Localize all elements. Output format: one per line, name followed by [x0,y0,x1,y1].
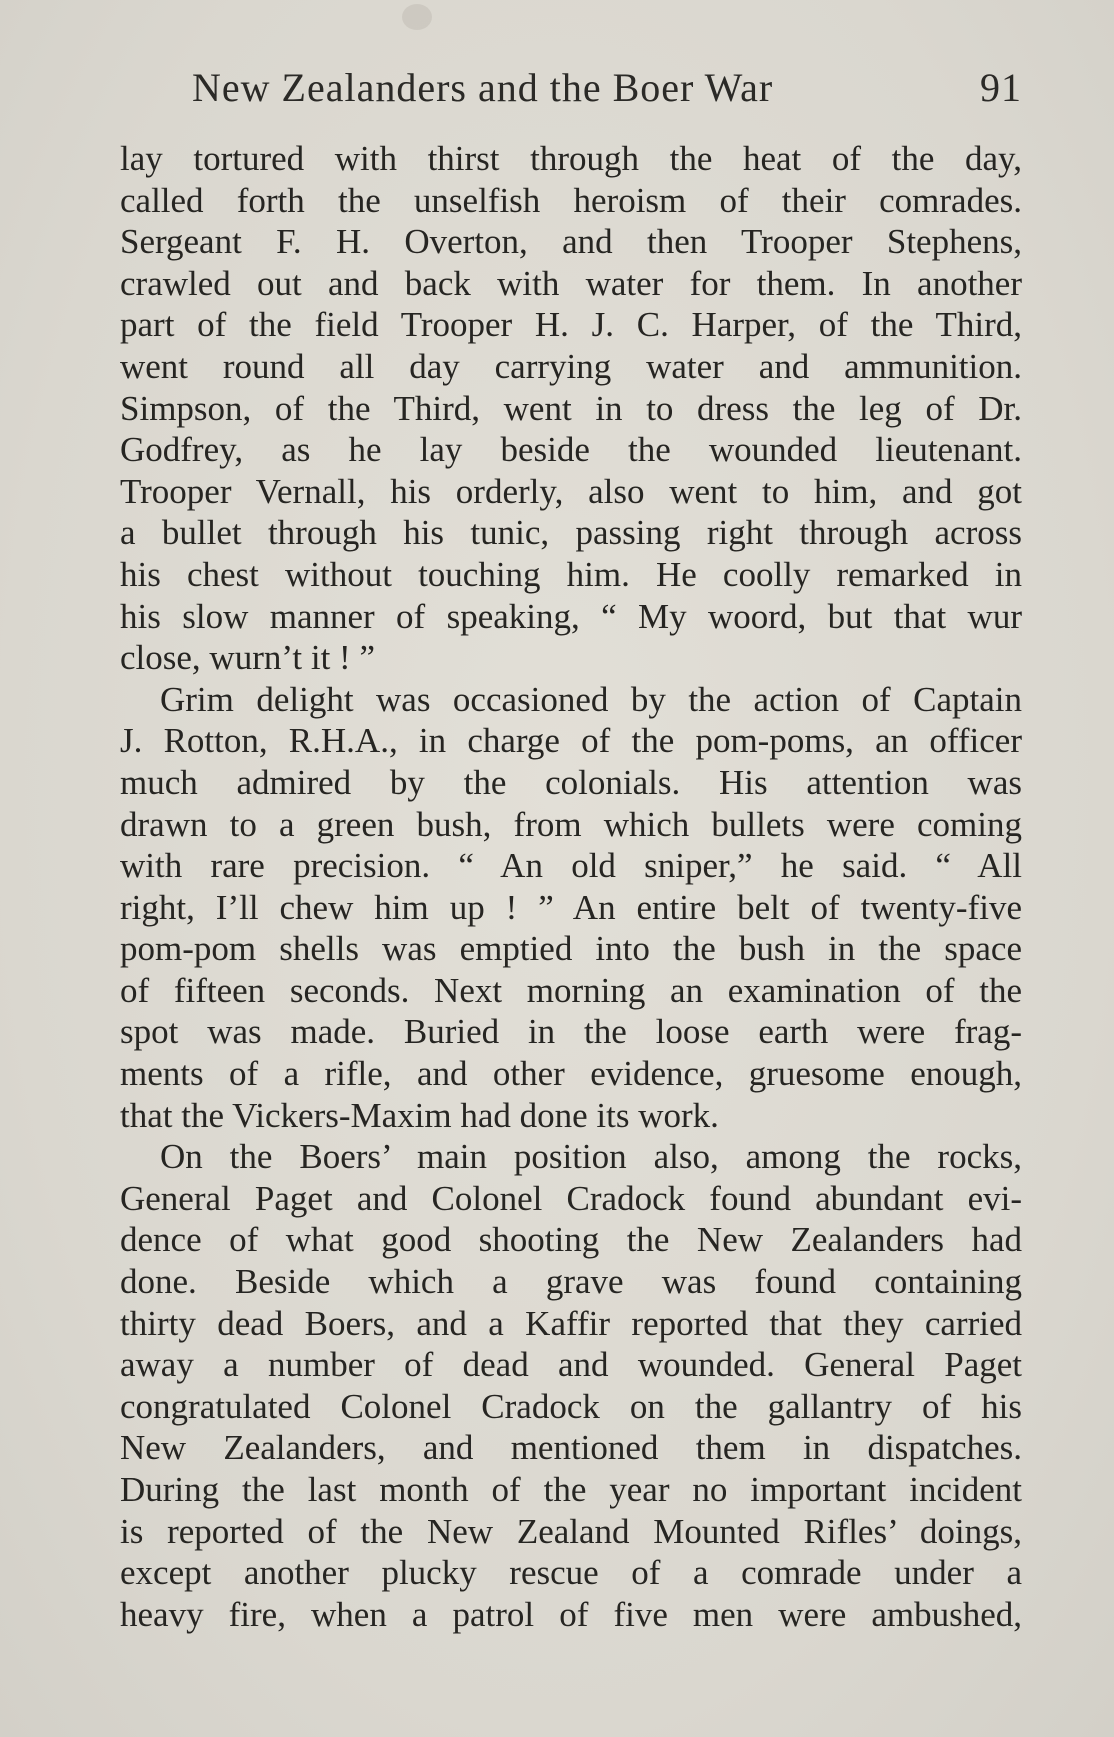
text-line: right, I’ll chew him up ! ” An entire belt of twenty-five [120,887,1022,927]
text-line: close, wurn’t it ! ” [120,638,375,678]
running-head [120,64,1022,120]
text-line: is reported of the New Zealand Mounted Rifles’ doings, [120,1511,1022,1551]
text-line: pom-pom shells was emptied into the bush in the space [120,929,1022,969]
text-line: that the Vickers-Maxim had done its work. [120,1095,719,1135]
text-line: congratulated Colonel Cradock on the gallantry of his [120,1386,1022,1426]
text-line: ments of a rifle, and other evidence, gruesome enough, [120,1054,1022,1094]
paragraph-3 [120,1136,1022,1635]
text-line: New Zealanders, and mentioned them in dispatches. [120,1428,1022,1468]
text-line: dence of what good shooting the New Zealanders had [120,1220,1022,1260]
paragraph-2 [120,679,1022,1137]
text-line: of fifteen seconds. Next morning an examination of the [120,970,1022,1010]
text-line: a bullet through his tunic, passing right through across [120,513,1022,553]
paper-smudge [402,4,432,30]
paragraph-1 [120,138,1022,679]
text-line: much admired by the colonials. His attention was [120,762,1022,802]
text-line: lay tortured with thirst through the heat of the day, [120,139,1022,178]
text-line: spot was made. Buried in the loose earth were frag- [120,1012,1022,1052]
text-line: thirty dead Boers, and a Kaffir reported that they carried [120,1303,1022,1343]
text-line: J. Rotton, R.H.A., in charge of the pom-poms, an officer [120,721,1022,761]
text-line: done. Beside which a grave was found containing [120,1262,1022,1302]
body-text [120,138,1022,1635]
text-line: General Paget and Colonel Cradock found abundant evi- [120,1178,1022,1218]
text-line: except another plucky rescue of a comrade under a [120,1553,1022,1593]
text-line: Godfrey, as he lay beside the wounded lieutenant. [120,430,1022,470]
text-line: Grim delight was occasioned by the action of Captain [160,679,1022,719]
text-line: away a number of dead and wounded. General Paget [120,1345,1022,1385]
page-number: 91 [980,65,1022,110]
text-line: went round all day carrying water and ammunition. [120,346,1022,386]
text-line: his chest without touching him. He coolly remarked in [120,554,1022,594]
text-line: heavy fire, when a patrol of five men were ambushed, [120,1594,1022,1634]
text-line: On the Boers’ main position also, among the rocks, [160,1137,1022,1177]
text-line: crawled out and back with water for them. In another [120,263,1022,303]
text-line: part of the field Trooper H. J. C. Harper, of the Third, [120,305,1022,345]
text-line: called forth the unselfish heroism of their comrades. [120,180,1022,220]
text-line: Sergeant F. H. Overton, and then Trooper Stephens, [120,222,1022,262]
text-line: with rare precision. “ An old sniper,” he said. “ All [120,846,1022,886]
text-line: Trooper Vernall, his orderly, also went to him, and got [120,471,1022,511]
text-line: drawn to a green bush, from which bullets were coming [120,804,1022,844]
text-line: During the last month of the year no important incident [120,1470,1022,1509]
text-line: his slow manner of speaking, “ My woord, but that wur [120,596,1022,636]
text-line: Simpson, of the Third, went in to dress the leg of Dr. [120,388,1022,428]
running-head-title: New Zealanders and the Boer War [192,65,774,110]
